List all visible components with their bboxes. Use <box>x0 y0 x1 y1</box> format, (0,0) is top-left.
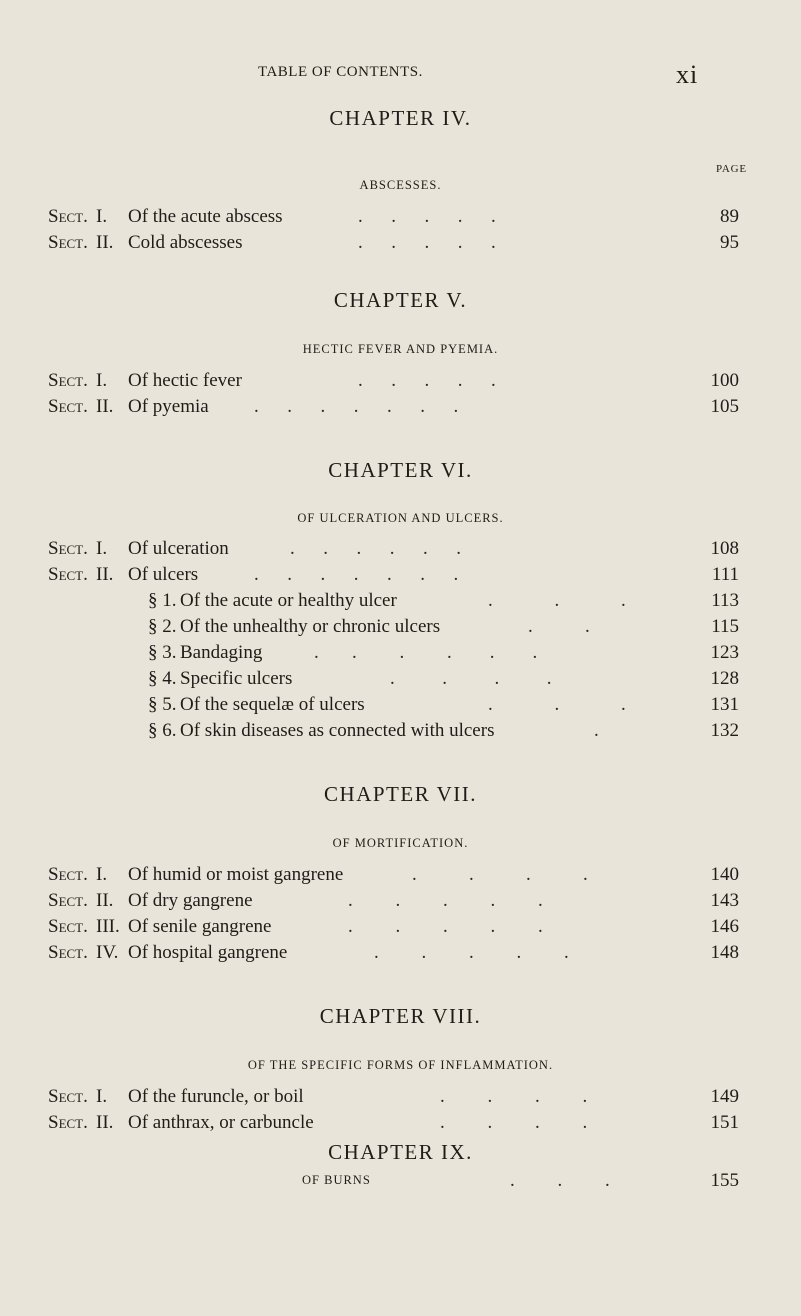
section-label: Sect. <box>48 1086 88 1107</box>
section-number: III. <box>96 916 120 937</box>
toc-entry <box>0 890 801 916</box>
chapter-heading: CHAPTER VIII. <box>319 1004 482 1028</box>
toc-entry <box>0 1086 801 1112</box>
dot-leader: . . . . <box>440 1086 588 1107</box>
section-number: II. <box>96 1112 114 1133</box>
page-number: 100 <box>710 370 739 391</box>
toc-entry <box>0 916 801 942</box>
page-number: 115 <box>711 616 739 637</box>
dot-leader: . . <box>528 616 590 637</box>
section-label: Sect. <box>48 890 88 911</box>
entry-title: Of ulceration <box>128 538 229 559</box>
dot-leader: . . . . <box>412 864 588 885</box>
chapter-subtitle: OF THE SPECIFIC FORMS OF INFLAMMATION. <box>247 1058 554 1072</box>
running-head <box>0 62 801 92</box>
entry-title: Of senile gangrene <box>128 916 272 937</box>
toc-entry <box>0 942 801 968</box>
toc-entry <box>0 370 801 396</box>
page-number: 132 <box>710 720 739 741</box>
dot-leader: . . . . . <box>358 232 496 253</box>
dot-leader: . . . <box>488 590 626 611</box>
page-number: 146 <box>710 916 739 937</box>
entry-title: Of the unhealthy or chronic ulcers <box>180 616 441 637</box>
dot-leader: . . . <box>488 694 626 715</box>
entry-title: Specific ulcers <box>180 668 293 689</box>
toc-entry <box>0 232 801 258</box>
chapter-subtitle: ABSCESSES. <box>359 178 442 192</box>
section-label: Sect. <box>48 864 88 885</box>
toc-subsection <box>0 642 801 668</box>
subsection-number: § 3. <box>148 642 177 663</box>
dot-leader: . <box>594 720 599 741</box>
chapter-heading: CHAPTER IX. <box>328 1140 473 1164</box>
chapter-subtitle: HECTIC FEVER AND PYEMIA. <box>302 342 499 356</box>
page-number: 105 <box>710 396 739 417</box>
dot-leader: . . . . . . <box>314 642 538 663</box>
entry-title: Of hospital gangrene <box>128 942 288 963</box>
section-number: I. <box>96 538 108 559</box>
section-label: Sect. <box>48 370 88 391</box>
subsection-number: § 4. <box>148 668 177 689</box>
entry-title: Of the acute or healthy ulcer <box>180 590 397 611</box>
dot-leader: . . . <box>510 1170 610 1191</box>
chapter-heading: CHAPTER VII. <box>324 782 477 806</box>
page-number: 111 <box>711 564 739 585</box>
section-number: II. <box>96 890 114 911</box>
section-label: Sect. <box>48 942 88 963</box>
toc-entry <box>0 538 801 564</box>
toc-subsection <box>0 668 801 694</box>
dot-leader: . . . . . . <box>290 538 461 559</box>
dot-leader: . . . . . <box>374 942 569 963</box>
chapter-heading: CHAPTER VI. <box>328 458 473 482</box>
page-number: 108 <box>710 538 739 559</box>
running-title: TABLE OF CONTENTS. <box>258 64 423 80</box>
dot-leader: . . . . . . . <box>254 564 459 585</box>
section-label: Sect. <box>48 916 88 937</box>
dot-leader: . . . . <box>440 1112 588 1133</box>
entry-title: Of dry gangrene <box>128 890 253 911</box>
entry-title: Of skin diseases as connected with ulcers <box>180 720 495 741</box>
section-number: II. <box>96 564 114 585</box>
toc-subsection <box>0 720 801 746</box>
section-number: I. <box>96 864 108 885</box>
toc-entry <box>0 206 801 232</box>
section-number: I. <box>96 1086 108 1107</box>
page-number: 113 <box>711 590 739 611</box>
page-number: 140 <box>710 864 739 885</box>
toc-entry <box>0 564 801 590</box>
entry-title: Of the acute abscess <box>128 206 283 227</box>
page-number: 128 <box>710 668 739 689</box>
entry-title: Of ulcers <box>128 564 199 585</box>
section-label: Sect. <box>48 564 88 585</box>
page-number: 123 <box>710 642 739 663</box>
section-label: Sect. <box>48 232 88 253</box>
dot-leader: . . . . . <box>358 370 496 391</box>
entry-title: Bandaging <box>180 642 263 663</box>
chapter-subtitle: OF BURNS <box>302 1173 371 1187</box>
toc-entry <box>0 1112 801 1138</box>
toc-subsection <box>0 616 801 642</box>
page-number: 89 <box>720 206 739 227</box>
section-label: Sect. <box>48 538 88 559</box>
section-number: II. <box>96 232 114 253</box>
entry-title: Of pyemia <box>128 396 209 417</box>
subsection-number: § 2. <box>148 616 177 637</box>
dot-leader: . . . . . . . <box>254 396 459 417</box>
page-column-label: PAGE <box>716 163 747 175</box>
dot-leader: . . . . . <box>348 890 543 911</box>
chapter-heading: CHAPTER IV. <box>329 106 472 130</box>
section-number: I. <box>96 370 108 391</box>
subsection-number: § 6. <box>148 720 177 741</box>
section-label: Sect. <box>48 206 88 227</box>
page-folio: xi <box>676 60 699 89</box>
dot-leader: . . . . . <box>358 206 496 227</box>
toc-entry <box>0 864 801 890</box>
entry-title: Of the sequelæ of ulcers <box>180 694 365 715</box>
toc-entry <box>0 1170 801 1196</box>
toc-subsection <box>0 694 801 720</box>
chapter-subtitle: OF MORTIFICATION. <box>332 836 469 850</box>
page-number: 143 <box>710 890 739 911</box>
subsection-number: § 5. <box>148 694 177 715</box>
chapter-heading: CHAPTER V. <box>333 288 468 312</box>
page-number: 151 <box>710 1112 739 1133</box>
section-number: II. <box>96 396 114 417</box>
section-label: Sect. <box>48 396 88 417</box>
entry-title: Cold abscesses <box>128 232 243 253</box>
section-number: I. <box>96 206 108 227</box>
entry-title: Of anthrax, or carbuncle <box>128 1112 314 1133</box>
toc-subsection <box>0 590 801 616</box>
page-number: 95 <box>720 232 739 253</box>
page-number: 148 <box>710 942 739 963</box>
entry-title: Of humid or moist gangrene <box>128 864 344 885</box>
section-number: IV. <box>96 942 119 963</box>
page-number: 131 <box>710 694 739 715</box>
entry-title: Of the furuncle, or boil <box>128 1086 304 1107</box>
page-number: 149 <box>710 1086 739 1107</box>
chapter-subtitle: OF ULCERATION AND ULCERS. <box>297 511 504 525</box>
subsection-number: § 1. <box>148 590 177 611</box>
dot-leader: . . . . . <box>348 916 543 937</box>
page-number: 155 <box>710 1170 739 1191</box>
entry-title: Of hectic fever <box>128 370 242 391</box>
section-label: Sect. <box>48 1112 88 1133</box>
dot-leader: . . . . <box>390 668 552 689</box>
toc-entry <box>0 396 801 422</box>
